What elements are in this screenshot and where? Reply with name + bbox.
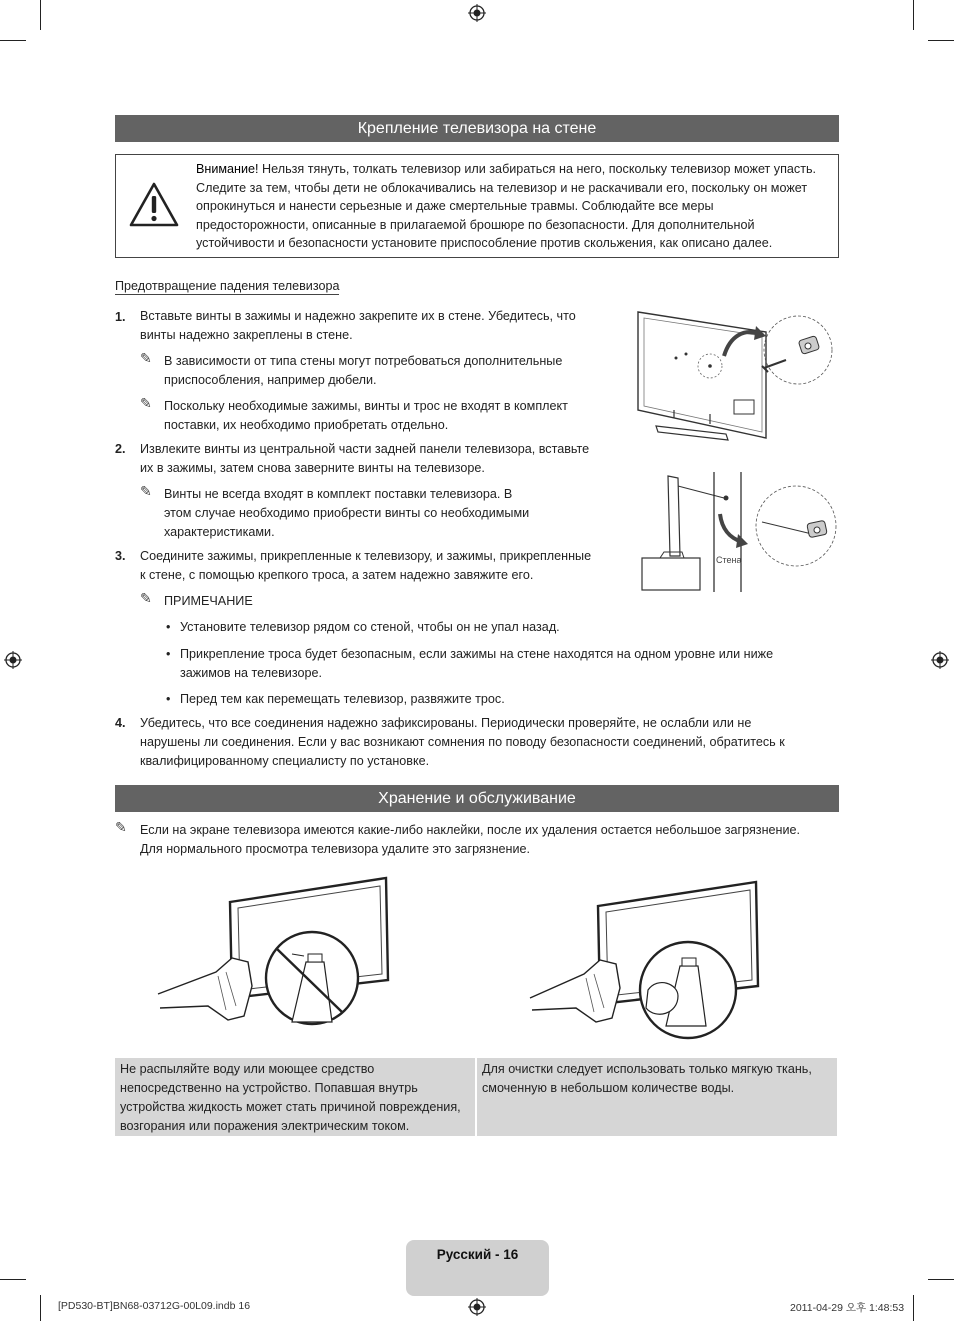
- step-number: 4.: [115, 716, 126, 730]
- bullet-text: Прикрепление троса будет безопасным, если зажимы на стене находятся на одном уровне или ниже: [180, 647, 774, 661]
- note-text: В зависимости от типа стены могут потребоваться дополнительные: [164, 354, 563, 368]
- note-pencil-icon: ✎: [140, 483, 152, 499]
- soft-cloth-cleaning-illustration: [528, 880, 768, 1048]
- bullet-dot: •: [166, 647, 171, 661]
- note-pencil-icon: ✎: [115, 819, 127, 835]
- section-title-text: Крепление телевизора на стене: [357, 119, 597, 137]
- step-text: Извлеките винты из центральной части задней панели телевизора, вставьте: [140, 442, 590, 456]
- tv-back-clip-illustration: [636, 310, 836, 445]
- subheading-prevent-fall: Предотвращение падения телевизора: [115, 279, 340, 293]
- bullet-dot: •: [166, 692, 171, 706]
- crop-mark: [928, 40, 954, 41]
- section-title-wall-mount: [115, 115, 839, 142]
- note-text: Для нормального просмотра телевизора удалите это загрязнение.: [140, 842, 531, 856]
- crop-mark: [913, 1295, 914, 1321]
- warning-lead: Внимание!: [196, 162, 259, 176]
- step-text: Соедините зажимы, прикрепленные к телевизору, и зажимы, прикрепленные: [140, 549, 592, 563]
- registration-mark-icon: [468, 1298, 486, 1316]
- registration-mark-icon: [931, 651, 949, 669]
- page-number-label: Русский - 16: [436, 1247, 519, 1262]
- caption-no-spray: Не распыляйте воду или моющее средство непосредственно на устройство. Попавшая внутрь устройства жидкость может стать причиной повреждения, возгорания или поражения электрическим током.: [115, 1058, 475, 1136]
- step-text: Вставьте винты в зажимы и надежно закрепите их в стене. Убедитесь, что: [140, 309, 576, 323]
- note-text: приспособления, например дюбели.: [164, 373, 377, 387]
- step-text: нарушены ли соединения. Если у вас возникают сомнения по поводу безопасности соединений, обратитесь к: [140, 735, 785, 749]
- wall-label: Стена: [716, 555, 742, 565]
- registration-mark-icon: [468, 4, 486, 22]
- step-text: Убедитесь, что все соединения надежно зафиксированы. Периодически проверяйте, не ослабли или не: [140, 716, 752, 730]
- step-text: их в зажимы, затем снова заверните винты на телевизоре.: [140, 461, 485, 475]
- warning-box: [115, 154, 839, 258]
- crop-mark: [40, 0, 41, 30]
- section-title-text: Хранение и обслуживание: [378, 789, 576, 807]
- crop-mark: [913, 0, 914, 30]
- note-text: этом случае необходимо приобрести винты со необходимыми: [164, 506, 530, 520]
- crop-mark: [0, 40, 26, 41]
- step-number: 1.: [115, 310, 126, 324]
- warning-text: [196, 160, 826, 253]
- note-text: поставки, их необходимо приобретать отдельно.: [164, 418, 449, 432]
- step-number: 3.: [115, 549, 126, 563]
- warning-triangle-icon: [128, 181, 180, 229]
- step-number: 2.: [115, 442, 126, 456]
- tv-wall-rope-illustration: [640, 472, 840, 592]
- step-text: к стене, с помощью крепкого троса, а затем надежно завяжите его.: [140, 568, 534, 582]
- caption-soft-cloth: Для очистки следует использовать только мягкую ткань, смоченную в небольшом количестве воды.: [477, 1058, 837, 1136]
- warning-body: Нельзя тянуть, толкать телевизор или забираться на него, поскольку телевизор может упасть. Следите за тем, чтобы дети не облокачивались на телевизор и не раскачивали его, поскольку он может опрокинуться и нанести серьезные и даже смертельные травмы. Соблюдайте все меры предосторожности, описанные в прилагаемой брошюре по безопасности. Для дополнительной устойчивости и безопасности установите приспособление против скольжения, как описано далее.: [196, 162, 817, 251]
- bullet-text: Перед тем как перемещать телевизор, развяжите трос.: [180, 692, 505, 706]
- bullet-text: зажимов на телевизоре.: [180, 666, 322, 680]
- crop-mark: [0, 1279, 26, 1280]
- print-date-info: 2011-04-29 오후 1:48:53: [790, 1302, 905, 1314]
- print-file-info: [PD530-BT]BN68-03712G-00L09.indb 16: [58, 1300, 251, 1312]
- note-pencil-icon: ✎: [140, 395, 152, 411]
- section-title-storage: [115, 785, 839, 812]
- no-spray-cleaning-illustration: [156, 876, 396, 1044]
- bullet-dot: •: [166, 620, 171, 634]
- crop-mark: [40, 1295, 41, 1321]
- note-text: Винты не всегда входят в комплект поставки телевизора. В: [164, 487, 513, 501]
- note-pencil-icon: ✎: [140, 350, 152, 366]
- step-text: квалифицированному специалисту по установке.: [140, 754, 430, 768]
- note-text: Если на экране телевизора имеются какие-либо наклейки, после их удаления остается небольшое загрязнение.: [140, 823, 801, 837]
- step-text: винты надежно закреплены в стене.: [140, 328, 353, 342]
- registration-mark-icon: [4, 651, 22, 669]
- note-heading: ПРИМЕЧАНИЕ: [164, 594, 253, 608]
- bullet-text: Установите телевизор рядом со стеной, чтобы он не упал назад.: [180, 620, 560, 634]
- note-text: Поскольку необходимые зажимы, винты и трос не входят в комплект: [164, 399, 568, 413]
- crop-mark: [928, 1279, 954, 1280]
- note-pencil-icon: ✎: [140, 590, 152, 606]
- note-text: характеристиками.: [164, 525, 275, 539]
